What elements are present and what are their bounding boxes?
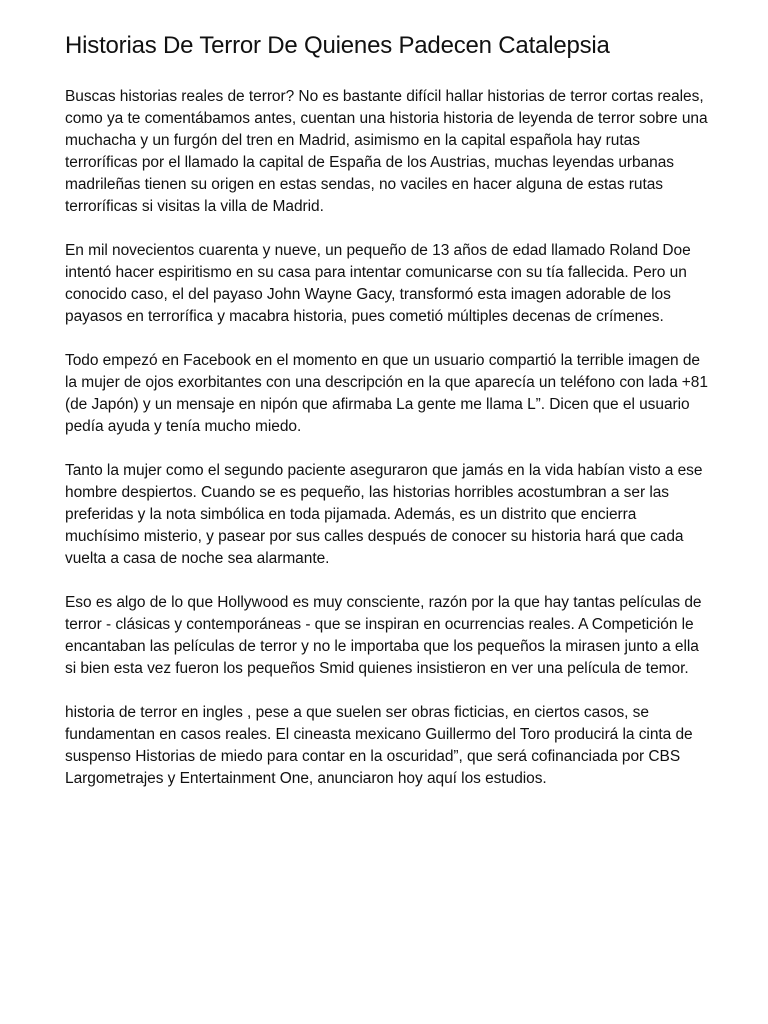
paragraph-1: Buscas historias reales de terror? No es bastante difícil hallar historias de terror cortas reales, como ya te comentábamos antes, cuentan una historia historia de leyenda de terror sobre una muchacha y un furgón del tren en Madrid, asimismo en la capital española hay rutas terroríficas por el llamado la capital de España de los Austrias, muchas leyendas urbanas madrileñas tienen su origen en estas sendas, no vaciles en hacer alguna de estas rutas terroríficas si visitas la villa de Madrid. <box>65 88 708 215</box>
paragraph-3: Todo empezó en Facebook en el momento en que un usuario compartió la terrible imagen de la mujer de ojos exorbitantes con una descripción en la que aparecía un teléfono con lada +81 (de Japón) y un mensaje en nipón que afirmaba La gente me llama L”. Dicen que el usuario pedía ayuda y tenía mucho miedo. <box>65 352 708 435</box>
document-title: Historias De Terror De Quienes Padecen Catalepsia <box>65 32 610 59</box>
document-body <box>65 86 708 790</box>
paragraph-6: historia de terror en ingles , pese a que suelen ser obras ficticias, en ciertos casos, se fundamentan en casos reales. El cineasta mexicano Guillermo del Toro producirá la cinta de suspenso Historias de miedo para contar en la oscuridad”, que será cofinanciada por CBS Largometrajes y Entertainment One, anunciaron hoy aquí los estudios. <box>65 704 693 787</box>
paragraph-4: Tanto la mujer como el segundo paciente aseguraron que jamás en la vida habían visto a ese hombre despiertos. Cuando se es pequeño, las historias horribles acostumbran a ser las preferidas y la nota simbólica en toda pijamada. Además, es un distrito que encierra muchísimo misterio, y pasear por sus calles después de conocer su historia hará que cada vuelta a casa de noche sea alarmante. <box>65 462 703 567</box>
paragraph-2: En mil novecientos cuarenta y nueve, un pequeño de 13 años de edad llamado Roland Doe intentó hacer espiritismo en su casa para intentar comunicarse con su tía fallecida. Pero un conocido caso, el del payaso John Wayne Gacy, transformó esta imagen adorable de los payasos en terrorífica y macabra historia, pues cometió múltiples decenas de crímenes. <box>65 242 691 325</box>
paragraph-5: Eso es algo de lo que Hollywood es muy consciente, razón por la que hay tantas películas de terror - clásicas y contemporáneas - que se inspiran en ocurrencias reales. A Competición le encantaban las películas de terror y no le importaba que los pequeños la mirasen junto a ella si bien esta vez fueron los pequeños Smid quienes insistieron en ver una película de temor. <box>65 594 702 677</box>
